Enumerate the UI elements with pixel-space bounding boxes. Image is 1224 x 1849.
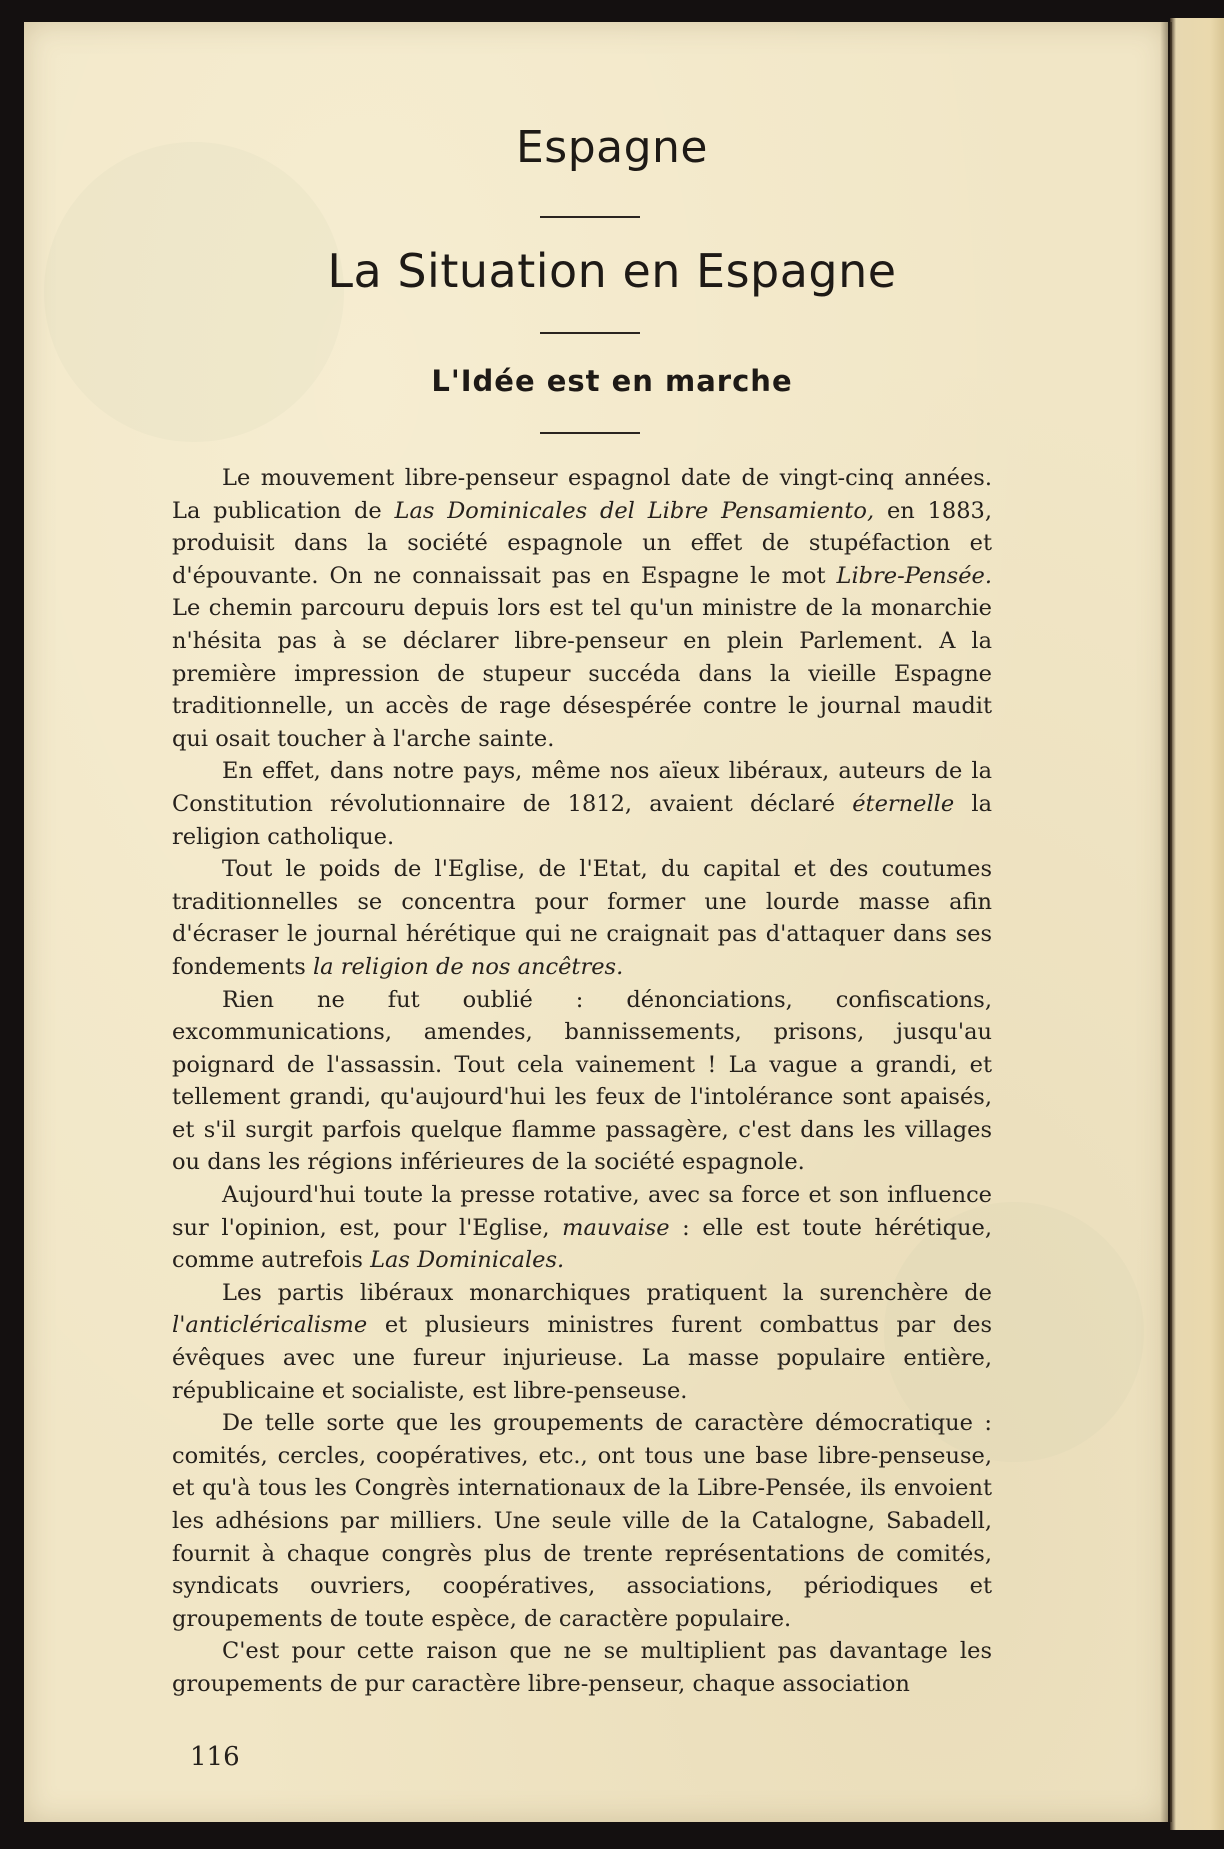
text-run: En effet, dans notre pays, même nos aïeux libéraux, auteurs de la Constitution révolutionnaire de 1812, avaient déclaré <box>172 758 992 817</box>
heading-divider-3 <box>540 432 640 434</box>
text-run: la religion catholique. <box>172 790 992 850</box>
italic-text: Las Dominicales. <box>370 1247 565 1274</box>
section-title: L'Idée est en marche <box>431 364 793 398</box>
text-run: Les partis libéraux monarchiques pratiquent la surenchère de <box>222 1279 992 1306</box>
paragraph <box>172 1407 992 1635</box>
text-run: en 1883, produisit dans la société espagnole un effet de stupéfaction et d'épouvante. On ne connaissait pas en Espagne le mot <box>172 497 992 589</box>
heading-divider-1 <box>540 216 640 218</box>
text-run: C'est pour cette raison que ne se multiplient pas davantage les groupements de pur caractère libre-penseur, chaque association <box>172 1638 992 1697</box>
text-run: et plusieurs ministres furent combattus par des évêques avec une fureur injurieuse. La masse populaire entière, républicaine et socialiste, est libre-penseuse. <box>172 1312 992 1404</box>
italic-text: l'anticléricalisme <box>172 1312 368 1339</box>
text-run: Tout le poids de l'Eglise, de l'Etat, du capital et des coutumes traditionnelles se concentra pour former une lourde masse afin d'écraser le journal hérétique qui ne craignait pas d'attaquer dans ses fondements <box>172 856 992 980</box>
country-heading: Espagne <box>515 122 708 173</box>
paragraph <box>172 462 992 755</box>
italic-text: la religion de nos ancêtres. <box>312 953 624 980</box>
article-title: La Situation en Espagne <box>327 244 897 298</box>
italic-text: éternelle <box>852 790 955 817</box>
italic-text: Libre-Pensée. <box>836 562 992 589</box>
text-run: Le chemin parcouru depuis lors est tel qu'un ministre de la monarchie n'hésita pas à se déclarer libre-penseur en plein Parlement. A la première impression de stupeur succéda dans la vieille Espagne traditionnelle, un accès de rage désespérée contre le journal maudit qui osait toucher à l'arche sainte. <box>172 595 992 752</box>
text-run: Aujourd'hui toute la presse rotative, avec sa force et son influence sur l'opinion, est, pour l'Eglise, <box>172 1182 992 1241</box>
text-run: : elle est toute hérétique, comme autrefois <box>172 1214 993 1274</box>
paragraph <box>172 1277 992 1407</box>
article-body <box>172 462 992 1701</box>
italic-text: Las Dominicales del Libre Pensamiento, <box>394 497 875 524</box>
text-run: Le mouvement libre-penseur espagnol date de vingt-cinq années. La publication de <box>172 465 992 524</box>
page-number: 116 <box>190 1742 240 1772</box>
paragraph <box>172 853 992 983</box>
paragraph <box>172 984 992 1180</box>
text-run: Rien ne fut oublié : dénonciations, confiscations, excommunications, amendes, bannissements, prisons, jusqu'au poignard de l'assassin. Tout cela vainement ! La vague a grandi, et tellement grandi, qu'aujourd'hui les feux de l'intolérance sont apaisés, et s'il surgit parfois quelque flamme passagère, c'est dans les villages ou dans les régions inférieures de la société espagnole. <box>172 986 992 1176</box>
paragraph <box>172 1179 992 1277</box>
italic-text: mauvaise <box>562 1214 670 1241</box>
heading-divider-2 <box>540 332 640 334</box>
paragraph <box>172 1635 992 1700</box>
text-run: De telle sorte que les groupements de caractère démocratique : comités, cercles, coopératives, etc., ont tous une base libre-penseuse, et qu'à tous les Congrès internationaux de la Libre-Pensée, ils envoient les adhésions par milliers. Une seule ville de la Catalogne, Sabadell, fournit à chaque congrès plus de trente représentations de comités, syndicats ouvriers, coopératives, associations, périodiques et groupements de toute espèce, de caractère populaire. <box>172 1410 992 1632</box>
paragraph <box>172 755 992 853</box>
